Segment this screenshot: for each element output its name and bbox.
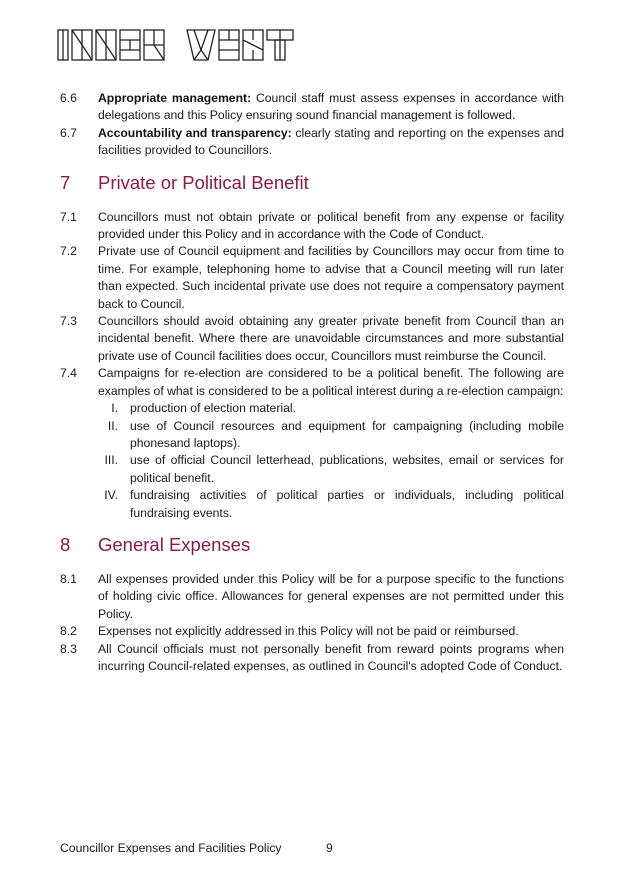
- roman-numeral: I.: [111, 401, 118, 416]
- clause-text: Expenses not explicitly addressed in this Policy will not be paid or reimbursed.: [98, 624, 519, 639]
- clause-number: 6.7: [60, 125, 77, 140]
- inner-west-logo: [57, 28, 297, 67]
- clause-number: 8.1: [60, 571, 77, 586]
- clause-text: Councillors must not obtain private or political benefit from any expense or facility provided under this Policy and in accordance with the Code of Conduct.: [98, 209, 564, 242]
- sub-item-text: use of official Council letterhead, publications, websites, email or services for political benefit.: [130, 453, 564, 485]
- sub-item-iii: [92, 452, 564, 487]
- sub-item-ii: [92, 418, 564, 453]
- clause-8-2: [60, 623, 564, 640]
- clause-number: 8.3: [60, 641, 77, 656]
- clause-number: 7.1: [60, 209, 77, 224]
- section-number: 8: [60, 533, 71, 555]
- clause-text: clearly stating and reporting on the expenses and facilities provided to Councillors.: [98, 125, 565, 158]
- clause-number: 7.4: [60, 366, 77, 381]
- clause-8-1: [60, 571, 564, 623]
- roman-numeral: III.: [104, 453, 118, 468]
- section-heading-7: [60, 172, 564, 194]
- roman-numeral: IV.: [104, 488, 118, 503]
- clause-7-4: [60, 365, 564, 400]
- clause-text: All expenses provided under this Policy will be for a purpose specific to the functions of holding civic office. Allowances for general expenses are not permitted under this Policy.: [98, 571, 564, 621]
- clause-text: Councillors should avoid obtaining any greater private benefit from Council than an incidental benefit. Where there are unavoidable circumstances and more substantial private use of Council facilities does occur, Councillors must reimburse the Council.: [98, 314, 564, 363]
- sub-item-text: fundraising activities of political parties or individuals, including political fundraising events.: [130, 488, 564, 520]
- page-footer: [60, 841, 333, 855]
- section-title: General Expenses: [98, 533, 251, 555]
- clause-number: 7.2: [60, 244, 77, 259]
- section-title: Private or Political Benefit: [98, 171, 309, 193]
- clause-bold-label: Accountability and transparency:: [98, 125, 292, 140]
- clause-6-6: [60, 90, 564, 125]
- clause-number: 6.6: [60, 91, 77, 105]
- clause-number: 7.3: [60, 314, 77, 329]
- clause-text: All Council officials must not personally benefit from reward points programs when incurring Council-related expenses, as outlined in Council's adopted Code of Conduct.: [98, 641, 564, 673]
- clause-text: Council staff must assess expenses in accordance with delegations and this Policy ensuring sound financial management is followed.: [98, 91, 564, 123]
- sub-item-text: production of election material.: [130, 401, 296, 416]
- clause-text: Campaigns for re-election are considered to be a political benefit. The following are examples of what is considered to be a political interest during a re-election campaign:: [98, 366, 564, 398]
- clause-text: Private use of Council equipment and facilities by Councillors may occur from time to time. For example, telephoning home to advise that a Council meeting will run later than expected. Such incidental private use does not require a compensatory payment back to Council.: [98, 244, 564, 311]
- clause-7-1: [60, 209, 564, 244]
- section-heading-8: [60, 534, 564, 556]
- clause-8-3: [60, 641, 564, 676]
- clause-7-2: [60, 243, 564, 313]
- sub-item-iv: [92, 487, 564, 522]
- clause-number: 8.2: [60, 624, 77, 639]
- sub-item-text: use of Council resources and equipment for campaigning (including mobile phonesand laptops).: [130, 418, 564, 450]
- roman-numeral: II.: [107, 418, 118, 433]
- section-number: 7: [60, 171, 71, 193]
- footer-title: Councillor Expenses and Facilities Policy: [60, 841, 282, 855]
- clause-bold-label: Appropriate management:: [98, 91, 252, 105]
- policy-body: [60, 90, 564, 675]
- clause-6-7: [60, 125, 564, 160]
- page-number: 9: [326, 841, 333, 855]
- sub-item-i: [92, 400, 564, 417]
- clause-7-3: [60, 313, 564, 365]
